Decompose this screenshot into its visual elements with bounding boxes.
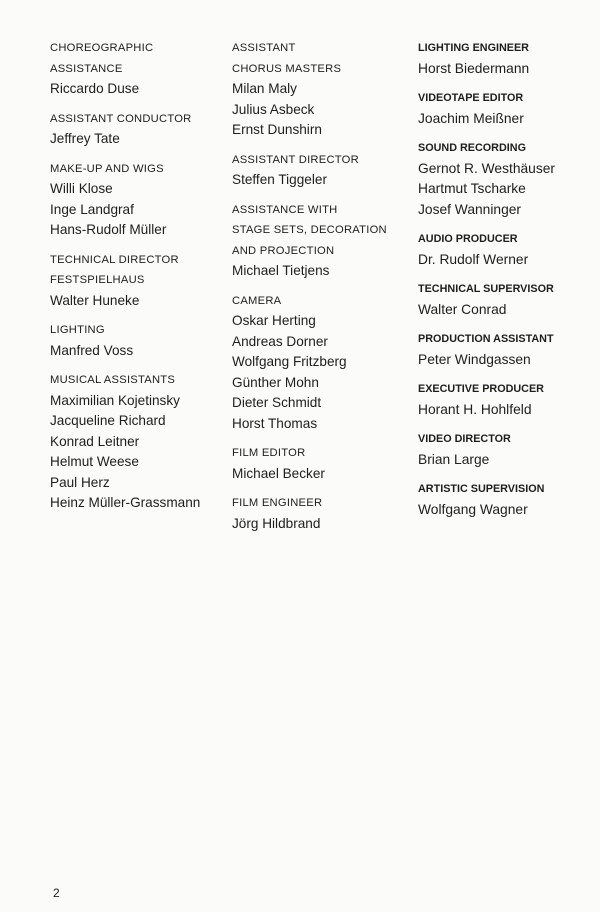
- credit-name: Riccardo Duse: [50, 81, 140, 96]
- credit-role: ARTISTIC SUPERVISION: [418, 483, 545, 495]
- credit-role: CAMERA: [232, 294, 282, 307]
- credit-name: Jeffrey Tate: [50, 131, 120, 146]
- credit-block: [232, 291, 412, 435]
- credit-name: Manfred Voss: [50, 342, 134, 358]
- credit-name: Wolfgang Fritzberg: [232, 354, 347, 369]
- credit-role: ASSISTANT DIRECTOR: [232, 153, 359, 166]
- credit-name: Walter Huneke: [50, 292, 140, 308]
- credit-block: [232, 493, 412, 534]
- credits-column-2: [232, 38, 412, 543]
- credit-block: [232, 150, 412, 191]
- credit-name: Joachim Meißner: [418, 110, 524, 126]
- credit-role: LIGHTING: [50, 324, 105, 336]
- credit-block: [418, 138, 593, 220]
- credit-role: CHORUS MASTERS: [232, 62, 342, 75]
- credit-name: Wolfgang Wagner: [418, 501, 528, 517]
- credit-name: Paul Herz: [50, 474, 110, 490]
- credit-role: ASSISTANCE: [50, 62, 123, 75]
- credit-name: Dieter Schmidt: [232, 395, 322, 410]
- credit-name: Jacqueline Richard: [50, 413, 166, 428]
- credit-name: Horst Thomas: [232, 415, 318, 431]
- credit-role: VIDEO DIRECTOR: [418, 433, 511, 445]
- credit-name: Helmut Weese: [50, 454, 139, 469]
- credit-name: Gernot R. Westhäuser: [418, 160, 556, 176]
- credit-role: AND PROJECTION: [232, 244, 335, 257]
- credit-block: [418, 229, 593, 270]
- credit-role: FESTSPIELHAUS: [50, 274, 145, 286]
- credit-role: ASSISTANCE WITH: [232, 203, 338, 216]
- credit-block: [232, 443, 412, 484]
- credit-name: Jörg Hildbrand: [232, 515, 321, 531]
- credit-name: Horant H. Hohlfeld: [418, 401, 532, 417]
- credit-role: EXECUTIVE PRODUCER: [418, 383, 544, 395]
- credit-block: [50, 159, 225, 241]
- credit-name: Andreas Dorner: [232, 333, 328, 349]
- credit-name: Julius Asbeck: [232, 101, 315, 117]
- credit-block: [418, 88, 593, 129]
- credit-name: Brian Large: [418, 451, 490, 467]
- credit-block: [232, 38, 412, 141]
- credit-role: FILM ENGINEER: [232, 497, 323, 509]
- credit-role: LIGHTING ENGINEER: [418, 42, 529, 54]
- credit-name: Ernst Dunshirn: [232, 122, 322, 137]
- credit-name: Heinz Müller-Grassmann: [50, 495, 201, 510]
- credit-role: SOUND RECORDING: [418, 142, 526, 154]
- credit-role: MAKE-UP AND WIGS: [50, 162, 164, 175]
- credit-name: Inge Landgraf: [50, 201, 134, 217]
- credit-block: [418, 38, 593, 79]
- credit-role: PRODUCTION ASSISTANT: [418, 333, 554, 345]
- credit-name: Konrad Leitner: [50, 433, 140, 449]
- credit-block: [418, 429, 593, 470]
- credit-role: MUSICAL ASSISTANTS: [50, 374, 176, 386]
- credit-block: [418, 329, 593, 370]
- credit-name: Hans-Rudolf Müller: [50, 222, 167, 237]
- credit-name: Hartmut Tscharke: [418, 181, 526, 196]
- credit-block: [418, 479, 593, 520]
- credit-role: VIDEOTAPE EDITOR: [418, 92, 524, 104]
- credit-name: Michael Tietjens: [232, 263, 330, 278]
- credit-name: Walter Conrad: [418, 301, 507, 317]
- credit-role: ASSISTANT CONDUCTOR: [50, 112, 192, 125]
- credit-block: [418, 279, 593, 320]
- credit-name: Horst Biedermann: [418, 60, 530, 76]
- credit-block: [50, 250, 225, 312]
- credit-block: [50, 38, 225, 100]
- credit-block: [232, 200, 412, 282]
- credits-column-1: [50, 38, 225, 523]
- credit-role: FILM EDITOR: [232, 447, 306, 459]
- credit-name: Steffen Tiggeler: [232, 172, 327, 187]
- credit-name: Michael Becker: [232, 465, 325, 481]
- credit-name: Josef Wanninger: [418, 201, 522, 217]
- credit-role: CHOREOGRAPHIC: [50, 42, 154, 54]
- credit-name: Oskar Herting: [232, 313, 316, 328]
- credit-block: [50, 109, 225, 150]
- credit-name: Milan Maly: [232, 81, 297, 96]
- credit-role: TECHNICAL SUPERVISOR: [418, 283, 554, 295]
- credit-block: [50, 370, 225, 514]
- credit-block: [418, 379, 593, 420]
- credit-name: Maximilian Kojetinsky: [50, 392, 180, 408]
- credit-name: Günther Mohn: [232, 374, 319, 390]
- credit-role: ASSISTANT: [232, 42, 296, 54]
- credits-column-3: [418, 38, 593, 529]
- page-number: 2: [53, 886, 60, 900]
- credit-name: Dr. Rudolf Werner: [418, 251, 529, 267]
- credit-role: STAGE SETS, DECORATION: [232, 224, 387, 236]
- credit-name: Willi Klose: [50, 181, 113, 196]
- credit-role: TECHNICAL DIRECTOR: [50, 253, 179, 266]
- credit-role: AUDIO PRODUCER: [418, 233, 518, 245]
- credit-name: Peter Windgassen: [418, 351, 531, 367]
- credit-block: [50, 320, 225, 361]
